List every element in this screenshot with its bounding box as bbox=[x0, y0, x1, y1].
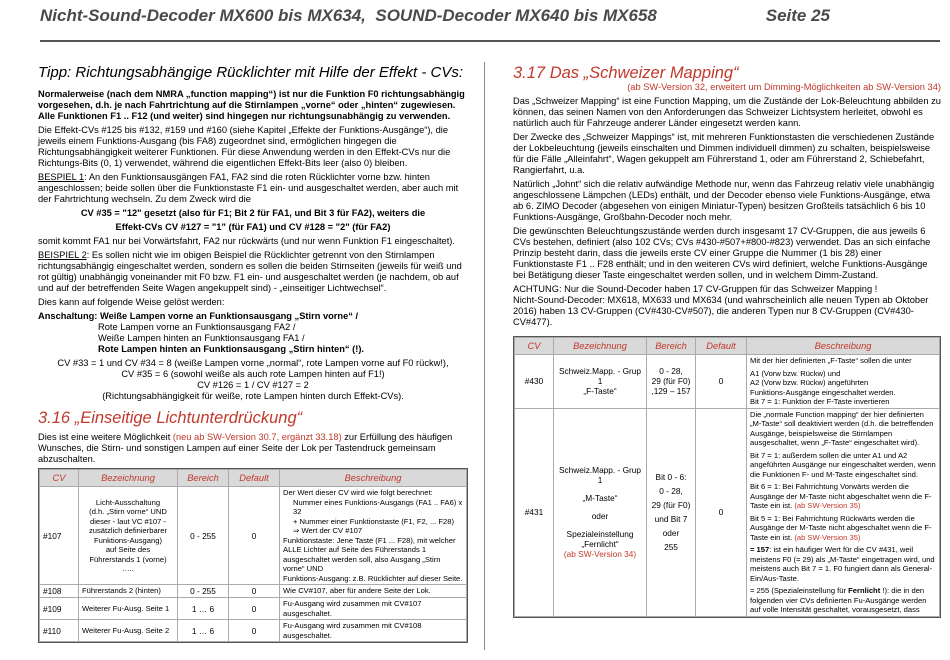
text: Funktions-Ausgang) bbox=[94, 535, 162, 545]
formula: Effekt-CVs CV #127 = "1" (für FA1) und CV #128 = "2" (für FA2) bbox=[115, 222, 391, 232]
text: Funktions-Ausgang: z.B. Rücklichter auf dieser Seite. bbox=[283, 573, 463, 583]
text: Funktionstaste: Jene Taste (F1 ... F28), mit welcher ALLE Lichter auf Seite des Führerstands 1 ausgeschaltet werden soll, also Ausgang „Stirn vorne“ UND bbox=[283, 535, 456, 573]
text: 0 - 28, bbox=[659, 486, 683, 496]
col-header: Default bbox=[696, 338, 747, 355]
text: Die „normale Function mapping“ der hier definierten „M-Taste“ soll deaktiviert werden (d.h. die betreffenden Ausgänge, beispielsweise die Stirnlampen ausgeschaltet, wenn „F-Taste“ eingeschaltet wird). bbox=[750, 409, 934, 447]
text: : ist ein häufiger Wert für die CV #431, weil meistens F0 (= 29) als „M-Taste“ eingetragen wird, und meistens auch Bit 7 = 1. F0 fungiert dann als General-Ein/Aus-Taste. bbox=[750, 545, 935, 583]
text: ⇒ Wert der CV #107 bbox=[293, 526, 363, 535]
range-cell: 0 - 255 bbox=[178, 585, 229, 598]
col-header: Beschreibung bbox=[747, 338, 940, 355]
wiring-line: Rote Lampen vorne an Funktionsausgang FA2 / bbox=[98, 322, 296, 332]
section-subtitle: (ab SW-Version 32, erweitert um Dimming-Möglichkeiten ab SW-Version 34) bbox=[627, 82, 941, 92]
text: Mit der hier definierten „F-Taste“ sollen die unter bbox=[750, 356, 912, 365]
default-cell: 0 bbox=[229, 620, 280, 642]
text: ….. bbox=[122, 564, 134, 573]
text: = 157 bbox=[750, 545, 770, 554]
version-note: (ab SW-Version 34) bbox=[563, 549, 637, 559]
table-row bbox=[40, 487, 467, 585]
warning: ACHTUNG: Nur die Sound-Decoder haben 17 CV-Gruppen für das Schweizer Mapping ! bbox=[513, 284, 878, 294]
name-cell: Führerstands 2 (hinten) bbox=[79, 585, 178, 598]
cv-cell: #431 bbox=[515, 408, 554, 616]
paragraph: Der Zwecke des „Schweizer Mappings“ ist, mit mehreren Funktionstasten die verschiedenen Zustände der Lokbeleuchtung (jeweils einschalten und Dimmen individuell dimmen) zu schalten, beispielsweise für die Fälle „Alleinfahrt“, Wagen gekuppelt am Führerstand 1, oder am Führerstand 2, Schiebefahrt, Rangierfahrt, u.a. bbox=[513, 132, 935, 175]
text: Schweiz.Mapp. - Grup 1 bbox=[558, 465, 642, 485]
col-header: Bezeichnung bbox=[79, 470, 178, 487]
text: dieser - laut VC #107 - zusätzlich definierbarer bbox=[88, 516, 168, 535]
range-cell bbox=[647, 355, 696, 409]
text: Licht-Ausschaltung bbox=[95, 497, 161, 507]
cv-setting: CV #33 = 1 und CV #34 = 8 (weiße Lampen vorne „normal“, rote Lampen vorne auf F0 rückw!), bbox=[57, 358, 449, 368]
section-heading-3-16: 3.16 „Einseitige Lichtunterdrückung“ bbox=[38, 409, 303, 427]
description-cell: Wie CV#107, aber für andere Seite der Lok. bbox=[280, 585, 467, 598]
page-header bbox=[40, 6, 930, 28]
text: !): die in den folgenden vier CVs definierten Fu-Ausgänge werden auf volle Intensität geschaltet, vorausgesetzt, dass bbox=[750, 586, 927, 614]
paragraph: Dies kann auf folgende Weise gelöst werden: bbox=[38, 297, 225, 307]
default-cell: 0 bbox=[229, 487, 280, 585]
text: Funktions-Ausgänge eingeschaltet werden. bbox=[750, 387, 896, 397]
wiring-line: Rote Lampen hinten an Funktionsausgang „Stirn hinten“ (!). bbox=[98, 344, 364, 354]
default-cell: 0 bbox=[696, 408, 747, 616]
default-cell: 0 bbox=[229, 598, 280, 620]
cv-cell: #430 bbox=[515, 355, 554, 409]
text: ,129 – 157 bbox=[651, 386, 691, 397]
table-row bbox=[40, 598, 467, 620]
description-cell bbox=[747, 408, 940, 616]
section-heading-3-17: 3.17 Das „Schweizer Mapping“ bbox=[513, 64, 739, 82]
text: Schweiz.Mapp. - Grup 1 bbox=[558, 366, 642, 387]
version-note: (neu ab SW-Version 30.7, ergänzt 33.18) bbox=[172, 432, 342, 442]
text: Bit 0 - 6: bbox=[655, 472, 687, 482]
cv-setting: CV #126 = 1 / CV #127 = 2 bbox=[197, 380, 309, 390]
text: = 255 (Spezialeinstellung für bbox=[750, 586, 849, 595]
example-1 bbox=[38, 172, 468, 205]
cv-table-3-17 bbox=[513, 336, 941, 618]
name-cell: Weiterer Fu-Ausg. Seite 1 bbox=[79, 598, 178, 620]
name-cell bbox=[554, 355, 647, 409]
cv-setting: CV #35 = 6 (sowohl weiße als auch rote Lampen hinten auf F1!) bbox=[121, 369, 385, 379]
default-cell: 0 bbox=[229, 585, 280, 598]
paragraph: Nicht-Sound-Decoder: MX618, MX633 und MX634 (und wahrscheinlich alle neuen Typen ab Oktober 2016) haben 13 CV-Gruppen (CV#430-CV#507), die anderen Typen nur 8 CV-Gruppen (CV#430-CV#477). bbox=[513, 295, 929, 327]
col-header: Default bbox=[229, 470, 280, 487]
description-cell: Fu-Ausgang wird zusammen mit CV#108 ausgeschaltet. bbox=[280, 620, 467, 642]
tip-heading: Tipp: Richtungsabhängige Rücklichter mit Hilfe der Effekt - CVs: bbox=[38, 64, 464, 81]
text: Führerstands 1 (vorne) bbox=[89, 554, 167, 564]
text: A1 (Vorw bzw. Rückw) und bbox=[750, 368, 841, 378]
text: A2 (Vorw bzw. Rückw) angeführten bbox=[750, 378, 869, 387]
table-row bbox=[40, 585, 467, 598]
name-cell bbox=[79, 487, 178, 585]
left-column bbox=[38, 64, 468, 643]
text: Bit 7 = 1: Funktion der F-Taste invertieren bbox=[750, 397, 890, 406]
range-cell: 1 … 6 bbox=[178, 620, 229, 642]
text: 255 bbox=[664, 542, 678, 552]
table-header-row bbox=[40, 470, 467, 487]
paragraph: Das „Schweizer Mapping“ ist eine Function Mapping, um die Zustände der Lok-Beleuchtung abbilden zu können, das seinen Namen von den Anforderungen das Schweizer Lichtsystem herleitet, obwohl es natürlich auch für Fahrzeuge anderer Länder eingesetzt werden kann. bbox=[513, 96, 941, 128]
text: Dies ist eine weitere Möglichkeit bbox=[38, 432, 173, 442]
cv-cell: #110 bbox=[40, 620, 79, 642]
range-cell bbox=[647, 408, 696, 616]
text: Fernlicht bbox=[848, 586, 881, 595]
paragraph bbox=[38, 432, 468, 465]
cv-cell: #109 bbox=[40, 598, 79, 620]
table-row bbox=[515, 355, 940, 409]
cv-setting: (Richtungsabhängigkeit für weiße, rote Lampen hinten durch Effekt-CVs). bbox=[102, 391, 404, 401]
version-note: (ab SW-Version 35) bbox=[794, 501, 861, 510]
name-cell bbox=[554, 408, 647, 616]
description-cell bbox=[747, 355, 940, 409]
text: zur Erfüllung des häufigen Wunsches, die Stirn- und sonstigen Lampen auf einer Seite der Lok per Tastendruck gemeinsam abzuschalten. bbox=[38, 432, 453, 464]
formula: CV #35 = "12" gesetzt (also für F1; Bit 2 für FA1, und Bit 3 für FA2), weiters die bbox=[80, 208, 426, 218]
text: Spezialeinstellung bbox=[566, 529, 634, 539]
cv-cell: #107 bbox=[40, 487, 79, 585]
text: (d.h. „Stirn vorne“ UND bbox=[89, 507, 167, 516]
col-header: CV bbox=[40, 470, 79, 487]
text: Bit 5 = 1: Bei Fahrrichtung Rückwärts werden die Ausgänge der M-Taste nicht abgeschaltet wenn die F-Taste ein ist. bbox=[750, 513, 932, 542]
paragraph: Natürlich „Johnt“ sich die relativ aufwändige Methode nur, wenn das Fahrzeug relativ viele unabhängig angeschlossene Lämpchen (LEDs) enthält, und der Decoder ebenso viele Funktions-Ausgänge, etwa ab 6. ZIMO Decoder (abgesehen von einigen Miniatur-Typen) besitzen Großteils tatsächlich 6 bis 10 Funktions-Ausgänge, Großbahn-Decoder noch mehr. bbox=[513, 179, 935, 222]
col-header: Bezeichnung bbox=[554, 338, 647, 355]
col-header: Bereich bbox=[647, 338, 696, 355]
column-divider bbox=[484, 62, 485, 650]
col-header: Bereich bbox=[178, 470, 229, 487]
text bbox=[750, 586, 936, 615]
text: Bit 6 = 1: Bei Fahrrichtung Vorwärts werden die Ausgänge der M-Taste nicht abgeschaltet wenn die F-Taste ein ist. bbox=[750, 482, 932, 510]
name-cell: Weiterer Fu-Ausg. Seite 2 bbox=[79, 620, 178, 642]
cv-cell: #108 bbox=[40, 585, 79, 598]
col-header: Beschreibung bbox=[280, 470, 467, 487]
text: oder bbox=[662, 528, 680, 538]
version-note: (ab SW-Version 35) bbox=[794, 532, 861, 542]
col-header: CV bbox=[515, 338, 554, 355]
description-cell: Fu-Ausgang wird zusammen mit CV#107 ausgeschaltet. bbox=[280, 598, 467, 620]
text: 0 - 28, bbox=[659, 366, 683, 377]
example-text: : An den Funktionsausgängen FA1, FA2 sind die roten Rücklichter vorne bzw. hinten angeschlossen; beide sollen über die Funktionstaste F1 ein- und ausgeschaltet werden, aber auch mit der Fahrtrichtung wechseln. Zu dem Zweck wird die bbox=[38, 172, 459, 204]
table-row bbox=[515, 408, 940, 616]
paragraph: Normalerweise (nach dem NMRA „function mapping“) ist nur die Funktion F0 richtungsabhängig vorgesehen, d.h. je nach Fahrtrichtung auf die Stirnlampen „vorne“ oder „hinten“ zugewiesen. Alle Funktionen F1 .. F12 (und weiter) sind hingegen nur richtungsunabhängig zu verwenden. bbox=[38, 89, 465, 121]
text: Nummer eines Funktions-Ausgangs (FA1 .. FA6) x 32 bbox=[293, 497, 463, 516]
text: 29 (für F0) bbox=[651, 500, 691, 510]
text: oder bbox=[591, 511, 609, 521]
page-number: Seite 25 bbox=[765, 6, 830, 25]
wiring-line: Weiße Lampen hinten an Funktionsausgang FA1 / bbox=[98, 333, 305, 343]
wiring-line: Anschaltung: Weiße Lampen vorne an Funktionsausgang „Stirn vorne“ / bbox=[38, 311, 359, 321]
paragraph: somit kommt FA1 nur bei Vorwärtsfahrt, FA2 nur rückwärts (und nur wenn Funktion F1 eingeschaltet). bbox=[38, 236, 455, 246]
default-cell: 0 bbox=[696, 355, 747, 409]
header-title: Nicht-Sound-Decoder MX600 bis MX634, SOUND-Decoder MX640 bis MX658 bbox=[40, 6, 657, 25]
text: 29 (für F0) bbox=[651, 376, 691, 387]
cv-table-3-16 bbox=[38, 468, 468, 643]
paragraph: Die gewünschten Beleuchtungszustände werden durch insgesamt 17 CV-Gruppen, die aus jeweils 6 CVs bestehen, definiert (also 102 CVs; CVs #430-#507+#800-#823) verwendet. Das an sich einfache Prinzip besteht darin, dass die jeweils erste CV einer Gruppe die Nummer (1 bis 28) einer Funktionstaste F1 .. F28 enthält; und in den weiteren CVs wird definiert, welche Funktions-Ausgänge bei Betätigung dieser Taste eingeschaltet werden sollen, und in welchem Dimm-Zustand. bbox=[513, 226, 931, 280]
text: auf Seite des bbox=[105, 545, 151, 554]
example-label: BEISPIEL 2 bbox=[38, 250, 87, 260]
text: Bit 7 = 1: außerdem sollen die unter A1 und A2 angeführten Ausgänge nur eingeschaltet werden, wenn die Funktionen F- und M-Taste eingeschaltet sind. bbox=[750, 450, 936, 479]
text: „Fernlicht“ bbox=[581, 539, 619, 549]
example-text: : Es sollen nicht wie im obigen Beispiel die Rücklichter getrennt von den Stirnlampen richtungsabhängig eingeschaltet werden, sondern es sollen die beiden Stirnseiten (jeweils für weiß und rot gültig) unabhängig voneinander mit F0 bzw. F1 ein- und ausgeschaltet werden (je nachdem, ob auf und auf der betreffenden Seite Wagen angekuppelt sind) - „einseitiger Lichtwechsel“. bbox=[38, 250, 462, 293]
right-column bbox=[513, 64, 941, 618]
paragraph: Die Effekt-CVs #125 bis #132, #159 und #160 (siehe Kapitel „Effekte der Funktions-Ausgänge“), die jeweils einem Funktions-Ausgang (bis FA8) zugeordnet sind, ermöglichen hingegen die Richtungsabhängigkeit weiterer Funktionen. Für diese Anwendung werden in den Effekt-CVs nur die Richtungs-Bits (0, 1) verwendet, während die eigentlichen Effekt-Bits leer (also 0) bleiben. bbox=[38, 125, 451, 168]
text bbox=[750, 514, 936, 543]
description-cell bbox=[280, 487, 467, 585]
text bbox=[750, 482, 936, 511]
example-2 bbox=[38, 250, 468, 294]
text: und Bit 7 bbox=[654, 514, 688, 524]
table-header-row bbox=[515, 338, 940, 355]
range-cell: 1 … 6 bbox=[178, 598, 229, 620]
text: Der Wert dieser CV wird wie folgt berechnet: bbox=[283, 488, 433, 497]
text: + Nummer einer Funktionstaste (F1, F2, ... F28) bbox=[293, 516, 455, 526]
header-rule bbox=[40, 40, 940, 42]
text: „F-Taste“ bbox=[583, 386, 617, 397]
example-label: BESPIEL 1 bbox=[38, 172, 85, 182]
text bbox=[750, 545, 936, 583]
text: „M-Taste“ bbox=[582, 493, 618, 503]
range-cell: 0 - 255 bbox=[178, 487, 229, 585]
table-row bbox=[40, 620, 467, 642]
